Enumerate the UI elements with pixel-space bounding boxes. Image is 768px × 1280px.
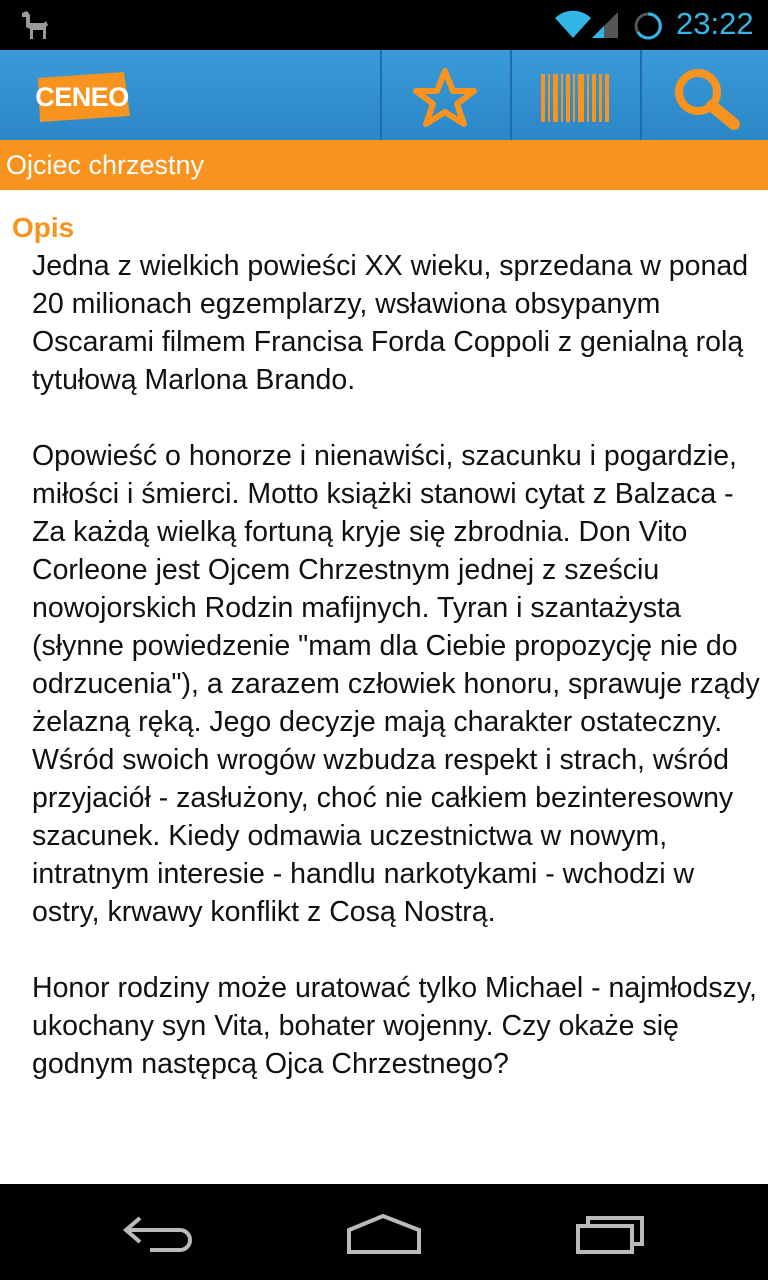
search-icon: [670, 64, 742, 130]
search-button[interactable]: [640, 50, 768, 140]
product-title-bar: [0, 140, 768, 190]
barcode-scan-button[interactable]: [510, 50, 640, 140]
description-paragraph-3: Honor rodziny może uratować tylko Michael - najmłodszy, ukochany syn Vita, bohater wojenny. Czy okaże się godnym następcą Ojca Chrzestnego?: [32, 972, 765, 1080]
description-paragraph-1: Jedna z wielkich powieści XX wieku, sprzedana w ponad 20 milionach egzemplarzy, wsławiona obsypanym Oscarami filmem Francisa Forda Coppoli z genialną rolą tytułową Marlona Brando.: [32, 250, 756, 396]
clock: 23:22: [676, 6, 754, 41]
barcode-icon: [539, 72, 611, 124]
recent-apps-icon[interactable]: [572, 1214, 652, 1256]
logo-text: CENEO: [35, 82, 129, 112]
star-icon: [410, 67, 480, 127]
home-icon[interactable]: [345, 1214, 425, 1254]
description-paragraph-2: Opowieść o honorze i nienawiści, szacunku i pogardzie, miłości i śmierci. Motto książki stanowi cytat z Balzaca - Za każdą wielką fortuną kryje się zbrodnia. Don Vito Corleone jest Ojcem Chrzestnym jednej z sześciu nowojorskich Rodzin mafijnych. Tyran i szantażysta (słynne powiedzenie "mam dla Ciebie propozycję nie do odrzucenia"), a zarazem człowiek honoru, sprawuje rządy żelazną ręką. Jego decyzje mają charakter ostateczny. Wśród swoich wrogów wzbudza respekt i strach, wśród przyjaciół - zasłużony, choć nie całkiem bezinteresowny szacunek. Kiedy odmawia uczestnictwa w nowym, intratnym interesie - handlu narkotykami - wchodzi w ostry, krwawy konflikt z Cosą Nostrą.: [32, 440, 768, 928]
favorites-button[interactable]: [380, 50, 510, 140]
description-heading: Opis: [12, 212, 75, 243]
status-bar: [0, 0, 768, 50]
battery-icon: [632, 10, 664, 42]
ceneo-logo[interactable]: [32, 70, 132, 124]
signal-icon: [590, 10, 620, 40]
description-text: [32, 247, 768, 1083]
navigation-bar: [0, 1184, 768, 1280]
description-panel[interactable]: [0, 190, 768, 1184]
wifi-icon: [553, 10, 593, 40]
back-icon[interactable]: [120, 1214, 200, 1254]
product-title: Ojciec chrzestny: [6, 150, 205, 180]
llama-notification-icon: [18, 9, 52, 41]
